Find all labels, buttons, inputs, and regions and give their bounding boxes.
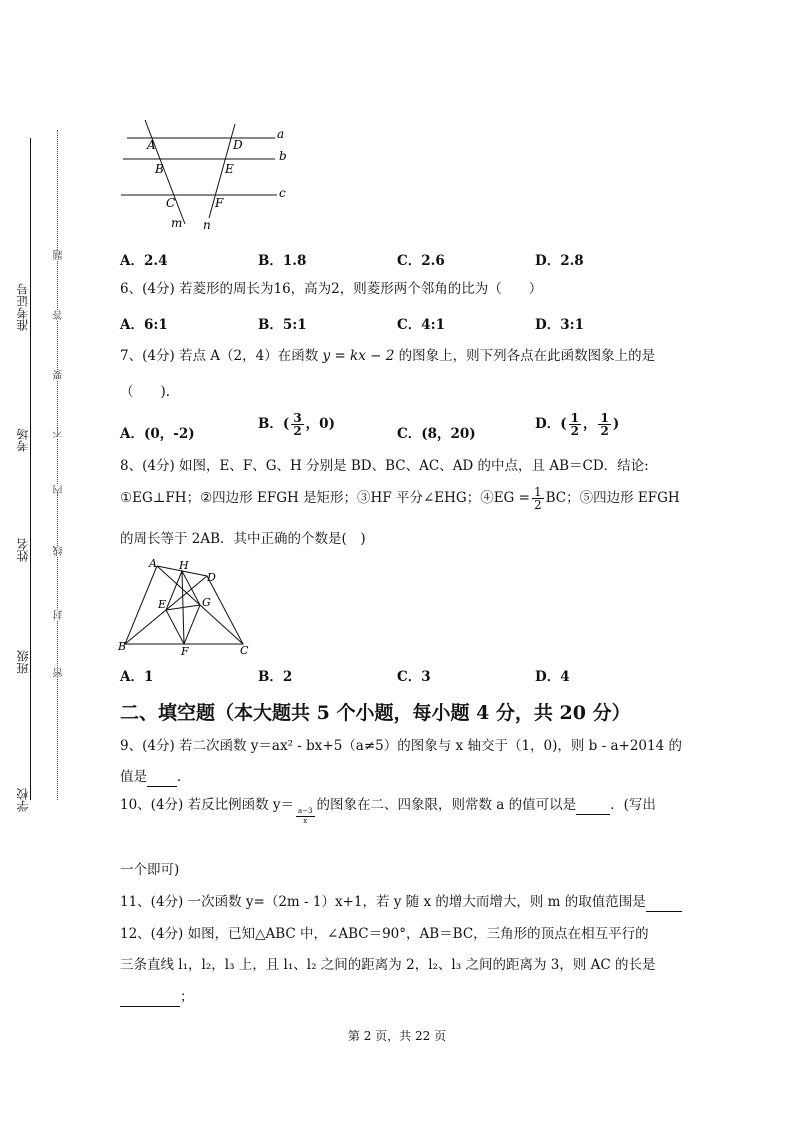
q7-option-d[interactable]	[535, 412, 619, 437]
binding-dotted-line	[57, 130, 58, 800]
label-class: 班级	[16, 650, 30, 674]
q5-option-b[interactable]: B．1.8	[258, 253, 307, 269]
fig2-label: F	[181, 645, 189, 658]
seal-word: 密	[54, 668, 65, 678]
q8-option-b[interactable]: B．2	[258, 669, 293, 685]
section-title: 二、填空题（本大题共 5 个小题，每小题 4 分，共 20 分）	[120, 702, 631, 724]
seal-word: 线	[54, 546, 65, 556]
seal-word: 题	[54, 250, 65, 260]
q5-option-a[interactable]: A．2.4	[120, 253, 168, 269]
fig2-label: D	[207, 571, 216, 584]
q6-option-c[interactable]: C．4:1	[397, 317, 446, 333]
q6-option-b[interactable]: B．5:1	[258, 317, 307, 333]
numerator: 1	[533, 485, 542, 499]
q7-b-post: ，0)	[305, 416, 335, 432]
fig1-label: b	[279, 149, 287, 163]
figure-parallel-lines	[115, 118, 305, 234]
q7-d-sep: ，	[582, 416, 597, 432]
q8-option-d[interactable]: D．4	[535, 669, 570, 685]
fig1-label: D	[233, 138, 243, 152]
fraction	[569, 412, 581, 437]
q7-b-pre: B．(	[258, 416, 290, 432]
q8-line2-post: BC；⑤四边形 EFGH	[545, 490, 680, 506]
q12-post: ；	[180, 989, 194, 1005]
label-school: 学校	[16, 788, 30, 812]
q8-option-c[interactable]: C．3	[397, 669, 431, 685]
q8-line2-pre: ①EG⊥FH；②四边形 EFGH 是矩形；③HF 平分∠EHG；④EG =	[120, 490, 530, 506]
fig1-label: B	[155, 162, 164, 176]
q12-stem-line3	[120, 988, 194, 1007]
q6-option-d[interactable]: D．3:1	[535, 317, 584, 333]
q11-stem	[120, 893, 682, 912]
q5-option-c[interactable]: C．2.6	[397, 253, 445, 269]
q11-answer-blank[interactable]	[646, 893, 682, 912]
q8-option-a[interactable]: A．1	[120, 669, 154, 685]
denominator: x	[296, 816, 315, 826]
numerator: 1	[570, 411, 579, 425]
q9-stem: 9、(4分) 若二次函数 y＝ax² - bx+5（a≠5）的图象与 x 轴交于（1，0)，则 b - a+2014 的	[120, 738, 682, 754]
q12-stem: 12、(4分) 如图，已知△ABC 中，∠ABC＝90°，AB＝BC，三角形的顶点在相互平行的	[120, 926, 649, 942]
figure-quadrilateral	[115, 556, 260, 658]
q7-stem	[120, 347, 655, 365]
q10-stem-line2: 一个即可)	[120, 862, 180, 878]
label-exam-room: 考场	[16, 428, 30, 452]
fig2-label: G	[202, 596, 211, 609]
page-footer: 第 2 页，共 22 页	[347, 1029, 447, 1043]
q7-d-post: )	[612, 416, 620, 432]
q11-text: 11、(4分) 一次函数 y=（2m - 1）x+1，若 y 随 x 的增大而增大，则 m 的取值范围是	[120, 894, 646, 910]
q10-pre: 10、(4分) 若反比例函数 y＝	[120, 797, 295, 813]
line-m	[145, 120, 185, 224]
seal-word: 不	[54, 428, 65, 438]
q8-stem-line3: 的周长等于 2AB．其中正确的个数是( )	[120, 531, 366, 547]
q10-answer-blank[interactable]	[576, 796, 610, 815]
fig1-label: A	[147, 138, 156, 152]
fig1-label: E	[225, 162, 234, 176]
fig2-label: B	[118, 640, 127, 653]
q7-text-pre: 7、(4分) 若点 A（2，4）在函数	[120, 348, 319, 364]
denominator: 2	[570, 424, 579, 438]
binding-solid-line	[30, 138, 31, 800]
q8-stem: 8、(4分) 如图，E、F、G、H 分别是 BD、BC、AC、AD 的中点，且 AB＝CD．结论:	[120, 458, 649, 474]
label-name: 姓名	[16, 538, 30, 562]
fraction	[291, 412, 303, 437]
fig1-label: n	[203, 218, 211, 232]
fraction	[296, 807, 315, 826]
fraction	[532, 486, 544, 511]
q7-text-post: 的图象上，则下列各点在此函数图象上的是	[398, 348, 656, 364]
q12-stem-line2: 三条直线 l₁，l₂，l₃ 上，且 l₁、l₂ 之间的距离为 2，l₂、l₃ 之间的距离为 3，则 AC 的长是	[120, 957, 656, 973]
fig1-label: m	[171, 216, 183, 230]
q10-post: 的图象在二、四象限，则常数 a 的值可以是	[316, 797, 577, 813]
fig2-label: H	[179, 559, 189, 572]
fig1-label: C	[166, 196, 176, 210]
q7-option-b[interactable]	[258, 412, 335, 437]
q7-option-c[interactable]: C．(8，20)	[397, 426, 476, 442]
q9-pre: 值是	[120, 769, 147, 785]
q10-stem	[120, 796, 656, 826]
q7-d-pre: D．(	[535, 416, 567, 432]
denominator: 2	[600, 424, 609, 438]
fig2-label: C	[240, 644, 249, 657]
seal-word: 答	[54, 310, 65, 320]
q10-post2: ．(写出	[610, 797, 656, 813]
fig1-label: F	[215, 196, 224, 210]
q9-post: ．	[177, 769, 191, 785]
label-ticket-number: 准考证号	[16, 283, 30, 331]
q7-stem-line2: （ ).	[120, 384, 171, 400]
fig1-label: a	[277, 127, 285, 141]
seal-word: 内	[54, 485, 65, 495]
q6-stem: 6、(4分) 若菱形的周长为16，高为2，则菱形两个邻角的比为（ ）	[120, 281, 543, 297]
q9-stem-line2	[120, 768, 191, 787]
numerator: 3	[293, 411, 302, 425]
numerator: 1	[600, 411, 609, 425]
denominator: 2	[293, 424, 302, 438]
seal-word: 要	[54, 370, 65, 380]
q7-formula: y = kx − 2	[322, 348, 395, 364]
fig2-label: E	[158, 598, 167, 611]
denominator: 2	[533, 498, 542, 512]
q7-option-a[interactable]: A．(0，-2)	[120, 426, 195, 442]
q5-option-d[interactable]: D．2.8	[535, 253, 584, 269]
q8-conclusions	[120, 486, 680, 511]
q12-answer-blank[interactable]	[120, 988, 180, 1007]
q6-option-a[interactable]: A．6:1	[120, 317, 168, 333]
fig1-label: c	[279, 186, 286, 200]
fig2-label: A	[149, 557, 157, 570]
fraction	[598, 412, 610, 437]
q9-answer-blank[interactable]	[147, 768, 177, 787]
numerator: a−3	[298, 807, 313, 815]
seal-word: 封	[54, 610, 65, 620]
